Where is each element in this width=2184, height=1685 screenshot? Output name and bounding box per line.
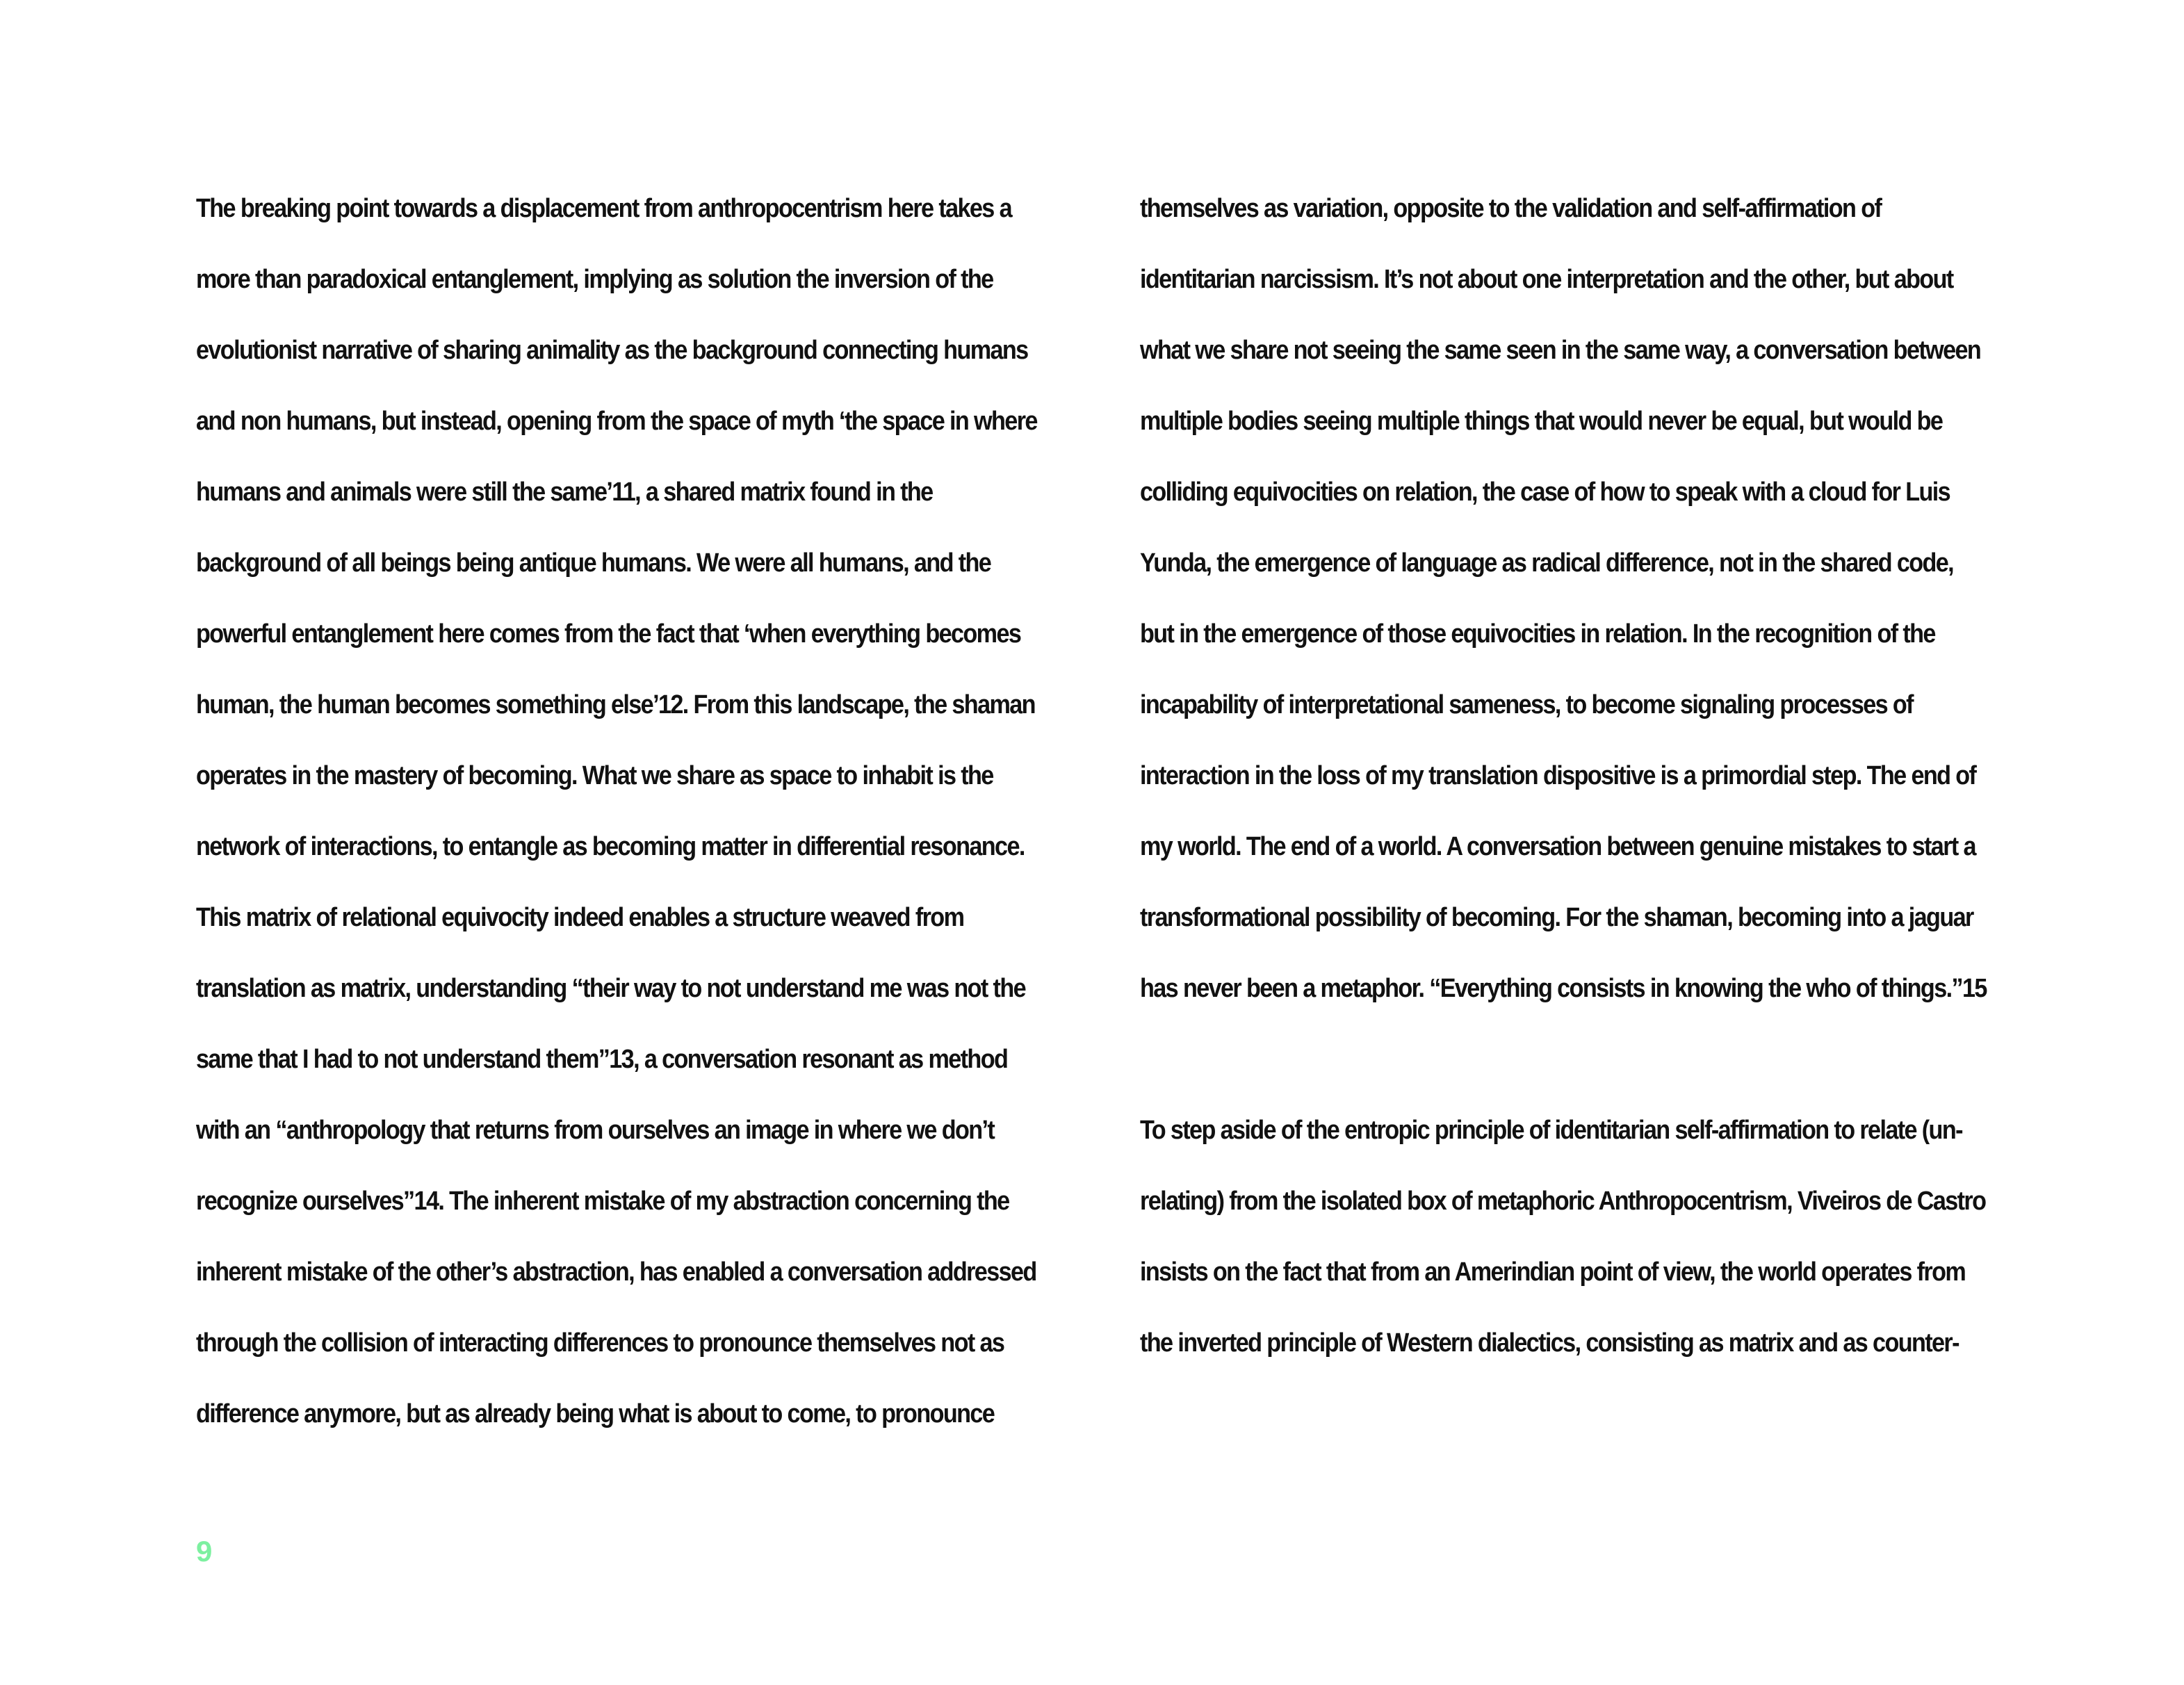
text-line: with an “anthropology that returns from ourselves an image in where we don’t: [196, 1116, 995, 1145]
paragraph-break: [1140, 1036, 1916, 1107]
text-line: evolutionist narrative of sharing animality as the background connecting humans: [196, 336, 1028, 365]
left-text-column: [196, 185, 1058, 1461]
text-line: what we share not seeing the same seen in the same way, a conversation between: [1140, 336, 1981, 365]
text-line: To step aside of the entropic principle of identitarian self-affirmation to relate (un-: [1140, 1116, 1962, 1145]
text-line: multiple bodies seeing multiple things that would never be equal, but would be: [1140, 407, 1943, 436]
text-line: interaction in the loss of my translation dispositive is a primordial step. The end of: [1140, 761, 1976, 790]
page-number: 9: [196, 1535, 213, 1568]
text-line: This matrix of relational equivocity indeed enables a structure weaved from: [196, 903, 964, 932]
text-line: identitarian narcissism. It’s not about one interpretation and the other, but about: [1140, 265, 1953, 294]
text-line: more than paradoxical entanglement, implying as solution the inversion of the: [196, 265, 993, 294]
text-line: translation as matrix, understanding “their way to not understand me was not the: [196, 974, 1026, 1003]
text-line: colliding equivocities on relation, the case of how to speak with a cloud for Luis: [1140, 478, 1950, 507]
text-line: transformational possibility of becoming. For the shaman, becoming into a jaguar: [1140, 903, 1973, 932]
text-line: powerful entanglement here comes from the fact that ‘when everything becomes: [196, 619, 1021, 649]
text-line: operates in the mastery of becoming. What we share as space to inhabit is the: [196, 761, 993, 790]
text-line: inherent mistake of the other’s abstraction, has enabled a conversation addressed: [196, 1257, 1036, 1287]
text-line: human, the human becomes something else’12. From this landscape, the shaman: [196, 690, 1035, 719]
text-line: has never been a metaphor. “Everything consists in knowing the who of things.”15: [1140, 974, 1987, 1003]
text-line: incapability of interpretational sameness, to become signaling processes of: [1140, 690, 1913, 719]
text-line: through the collision of interacting differences to pronounce themselves not as: [196, 1328, 1004, 1358]
text-line: relating) from the isolated box of metaphoric Anthropocentrism, Viveiros de Castro: [1140, 1187, 1986, 1216]
right-text-column: [1140, 185, 2002, 1390]
text-line: my world. The end of a world. A conversation between genuine mistakes to start a: [1140, 832, 1975, 861]
text-line: recognize ourselves”14. The inherent mistake of my abstraction concerning the: [196, 1187, 1009, 1216]
text-line: The breaking point towards a displacement from anthropocentrism here takes a: [196, 194, 1011, 223]
text-line: themselves as variation, opposite to the validation and self-affirmation of: [1140, 194, 1882, 223]
text-line: background of all beings being antique humans. We were all humans, and the: [196, 548, 991, 578]
text-line: network of interactions, to entangle as becoming matter in differential resonance.: [196, 832, 1025, 861]
text-line: Yunda, the emergence of language as radical difference, not in the shared code,: [1140, 548, 1954, 578]
text-line: but in the emergence of those equivocities in relation. In the recognition of the: [1140, 619, 1935, 649]
text-line: same that I had to not understand them”13, a conversation resonant as method: [196, 1045, 1008, 1074]
text-line: insists on the fact that from an Amerindian point of view, the world operates from: [1140, 1257, 1966, 1287]
text-line: the inverted principle of Western dialectics, consisting as matrix and as counter-: [1140, 1328, 1959, 1358]
text-line: difference anymore, but as already being what is about to come, to pronounce: [196, 1399, 995, 1428]
text-line: and non humans, but instead, opening from the space of myth ‘the space in where: [196, 407, 1037, 436]
text-line: humans and animals were still the same’11, a shared matrix found in the: [196, 478, 933, 507]
